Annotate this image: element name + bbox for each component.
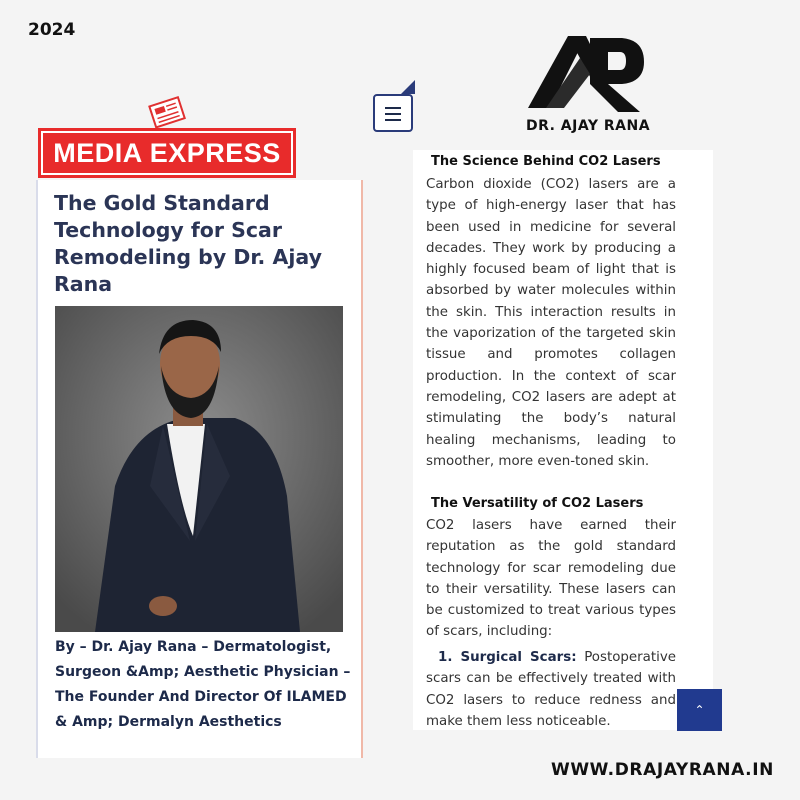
- menu-icon: [385, 107, 401, 125]
- list-item-text: Postoperative scars can be effectively treated with CO2 lasers to reduce redness and make them less noticeable.: [426, 650, 676, 729]
- section-heading-science: The Science Behind CO2 Lasers: [431, 154, 661, 169]
- banner-label: MEDIA EXPRESS: [53, 137, 281, 168]
- scroll-top-button[interactable]: [677, 689, 722, 731]
- year-label: 2024: [28, 20, 76, 40]
- website-url: WWW.DRAJAYRANA.IN: [550, 760, 774, 780]
- article-byline: By – Dr. Ajay Rana – Dermatologist, Surgeon &Amp; Aesthetic Physician – The Founder And Director Of ILAMED & Amp; Dermalyn Aesthetics: [55, 639, 351, 730]
- chevron-up-icon: ⌃: [694, 703, 705, 717]
- logo-name: DR. AJAY RANA: [525, 118, 651, 134]
- menu-button[interactable]: [373, 94, 413, 132]
- newspaper-icon: [148, 95, 188, 129]
- list-item-label: 1. Surgical Scars:: [438, 650, 577, 665]
- section-body-versatility: CO2 lasers have earned their reputation as the gold standard technology for scar remodeling due to their versatility. These lasers can be customized to treat various types of scars, including:: [426, 518, 676, 640]
- article-title: The Gold Standard Technology for Scar Remodeling by Dr. Ajay Rana: [54, 191, 322, 296]
- author-photo: [55, 306, 343, 632]
- menu-corner: [401, 80, 415, 94]
- section-body-science: Carbon dioxide (CO2) lasers are a type of high-energy laser that has been used in medicine for several decades. They work by producing a highly focused beam of light that is absorbed by water molecules within the skin. This interaction results in the vaporization of the targeted skin tissue and promotes collagen production. In the context of scar remodeling, CO2 lasers are adept at stimulating the body’s natural healing mechanisms, leading to smoother, more even-toned skin.: [426, 177, 676, 469]
- media-express-banner: [38, 128, 296, 178]
- list-item: [426, 647, 676, 732]
- section-heading-versatility: The Versatility of CO2 Lasers: [431, 496, 644, 511]
